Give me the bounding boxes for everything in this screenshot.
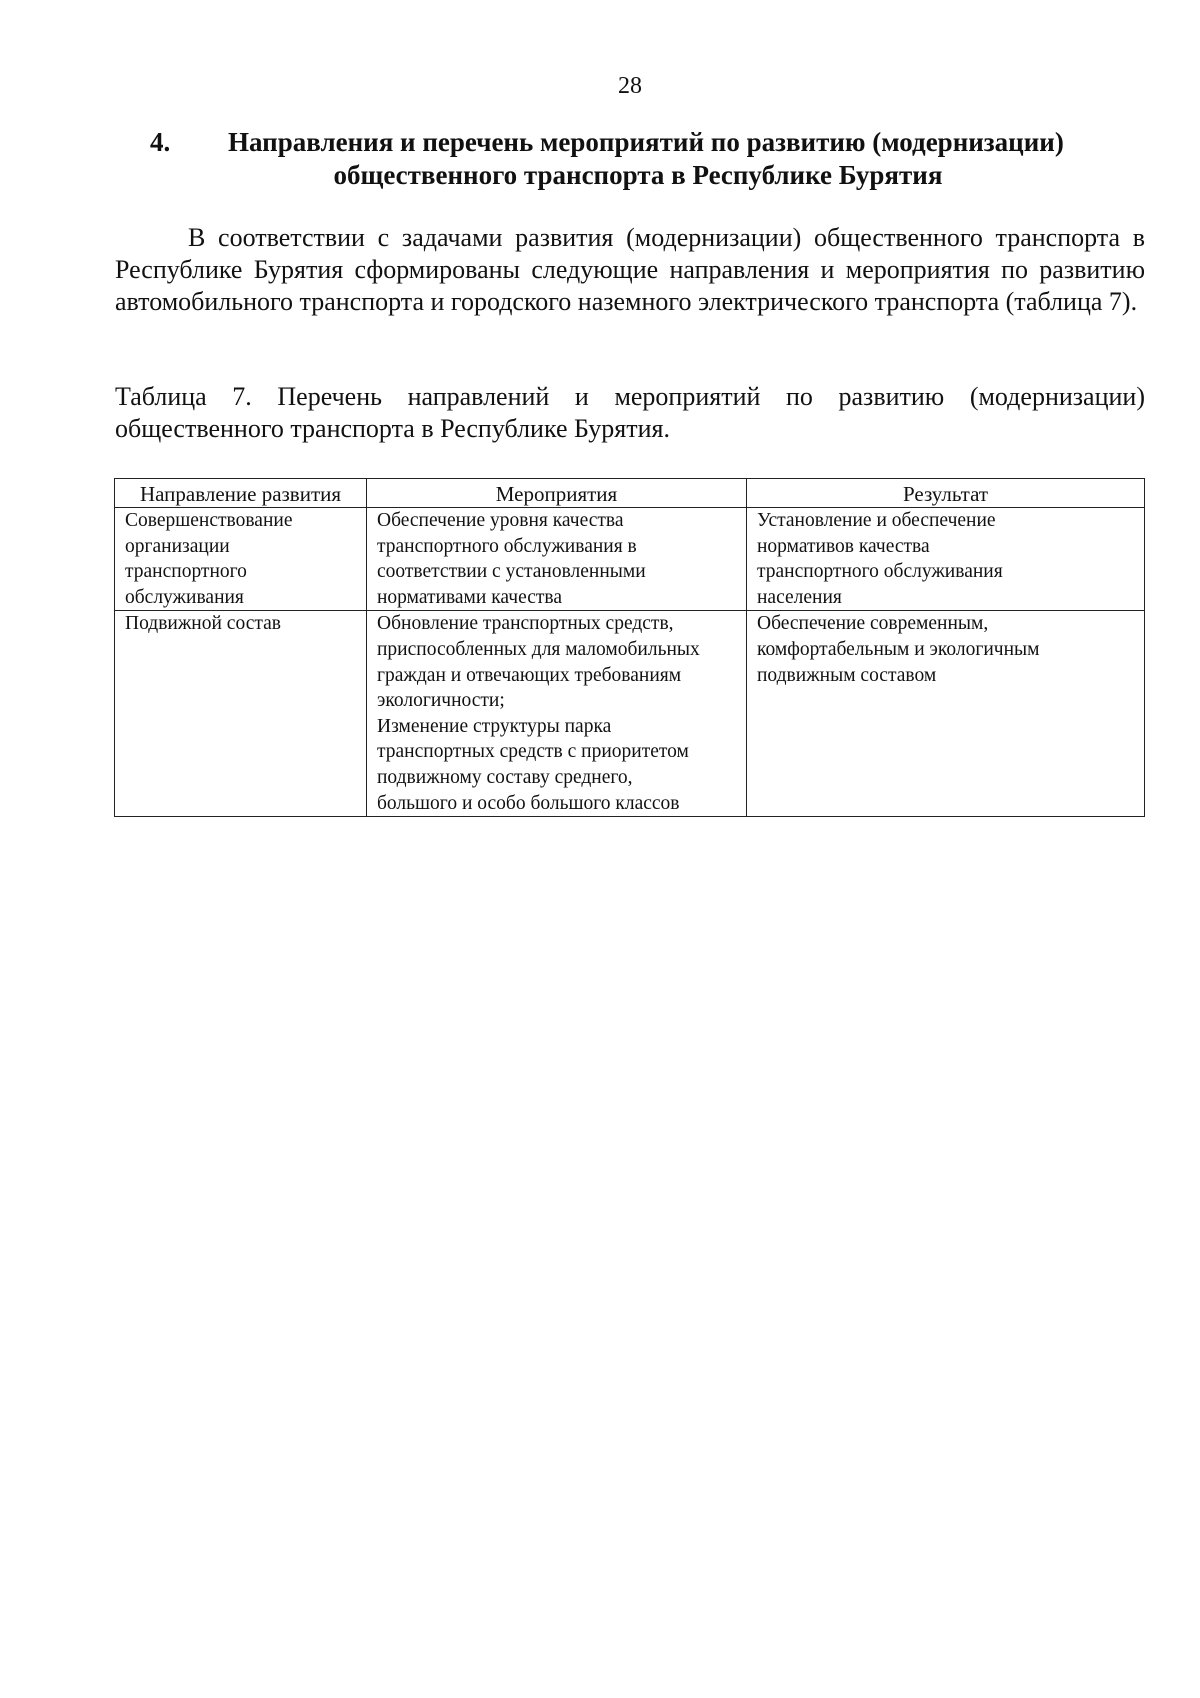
cell-text-line: приспособленных для маломобильных <box>377 638 700 660</box>
cell-text-line: транспортного обслуживания в <box>377 535 637 557</box>
cell-direction <box>115 611 367 817</box>
cell-text-line: Изменение структуры парка <box>377 715 612 737</box>
cell-text-line: подвижным составом <box>757 664 937 686</box>
measures-table <box>114 478 1145 817</box>
header-result: Результат <box>747 479 1145 508</box>
heading-line-1 <box>150 126 1110 159</box>
cell-text-line: граждан и отвечающих требованиям <box>377 664 682 686</box>
header-measures: Мероприятия <box>367 479 747 508</box>
cell-direction <box>115 508 367 611</box>
table-header-row <box>115 479 1145 508</box>
cell-text-line: организации <box>125 535 230 557</box>
section-number: 4. <box>150 127 171 157</box>
table-caption: Таблица 7. Перечень направлений и мероприятий по развитию (модернизации) общественного транспорта в Республике Бурятия. <box>115 382 1145 443</box>
cell-result <box>747 611 1145 817</box>
cell-text-line: Обеспечение современным, <box>757 613 989 635</box>
table-row <box>115 611 1145 817</box>
cell-text-line: Подвижной состав <box>125 613 281 635</box>
cell-text-line: обслуживания <box>125 586 244 608</box>
table-row <box>115 508 1145 611</box>
cell-text-line: соответствии с установленными <box>377 561 646 583</box>
cell-result <box>747 508 1145 611</box>
cell-measures <box>367 611 747 817</box>
cell-text-line: подвижному составу среднего, <box>377 766 633 788</box>
cell-text-line: большого и особо большого классов <box>377 792 680 814</box>
cell-text-line: Обновление транспортных средств, <box>377 613 674 635</box>
cell-text-line: нормативов качества <box>757 535 930 557</box>
cell-text-line: Совершенствование <box>125 510 293 531</box>
cell-text-line: населения <box>757 586 842 608</box>
heading-title-part-1: Направления и перечень мероприятий по развитию (модернизации) <box>228 127 1064 157</box>
cell-text-line: Обеспечение уровня качества <box>377 510 624 531</box>
cell-text-line: экологичности; <box>377 690 505 712</box>
header-direction: Направление развития <box>115 479 367 508</box>
cell-text-line: комфортабельным и экологичным <box>757 638 1040 660</box>
cell-text-line: Установление и обеспечение <box>757 510 996 531</box>
cell-text-line: нормативами качества <box>377 586 562 608</box>
section-heading <box>150 126 1110 192</box>
intro-paragraph: В соответствии с задачами развития (модернизации) общественного транспорта в Республике Бурятия сформированы следующие направления и мероприятия по развитию автомобильного транспорта и городского наземного электрического транспорта (таблица 7). <box>115 223 1145 316</box>
cell-text-line: транспортного <box>125 561 247 583</box>
cell-measures <box>367 508 747 611</box>
page-number: 28 <box>618 73 642 99</box>
cell-text-line: транспортных средств с приоритетом <box>377 741 689 763</box>
cell-text-line: транспортного обслуживания <box>757 561 1003 583</box>
heading-title-part-2: общественного транспорта в Республике Бурятия <box>333 160 943 190</box>
